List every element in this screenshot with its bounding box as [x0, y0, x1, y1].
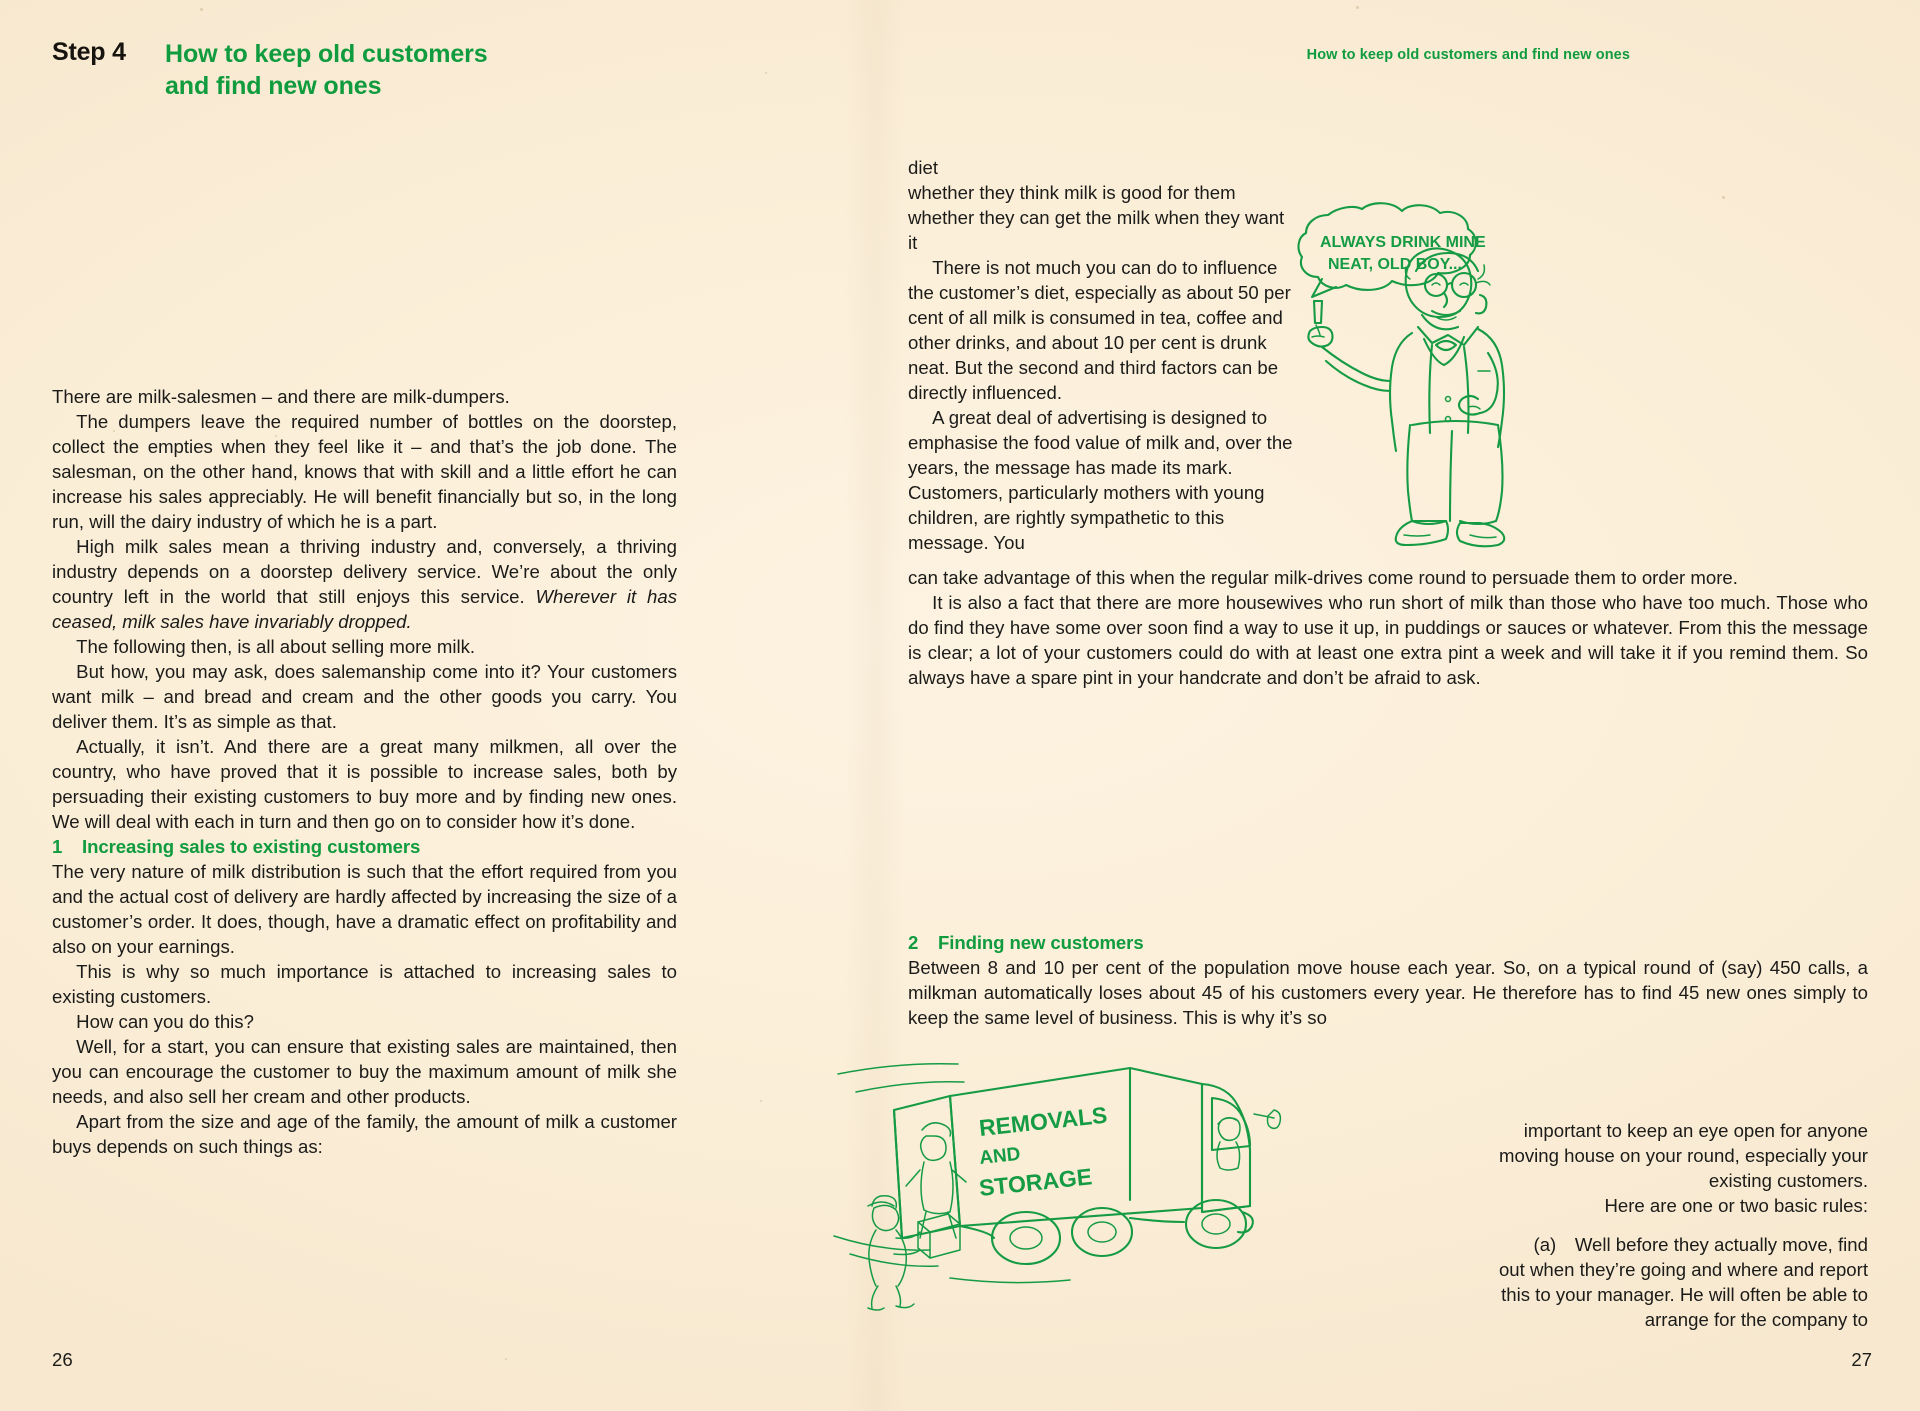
right-column-wide [908, 565, 1868, 690]
paragraph: But how, you may ask, does salemanship come into it? Your customers want milk – and bread and cream and the other goods you carry. You deliver them. It’s as simple as that. [52, 661, 677, 732]
paragraph: This is why so much importance is attached to increasing sales to existing customers. [52, 961, 677, 1007]
section-number: 1 [52, 836, 63, 857]
step-label: Step 4 [52, 38, 126, 66]
running-header: How to keep old customers and find new ones [1306, 47, 1630, 63]
list-item: diet [908, 157, 938, 178]
paragraph: Actually, it isn’t. And there are a great many milkmen, all over the country, who have proved that it is possible to increase sales, both by persuading their existing customers to buy more and by finding new ones. We will deal with each in turn and then go on to consider how it’s done. [52, 736, 677, 832]
list-item: whether they think milk is good for them [908, 182, 1236, 203]
section-heading-2 [908, 930, 1868, 955]
right-column-ragged [1490, 1118, 1868, 1332]
speech-line-1: ALWAYS DRINK MINE [1320, 234, 1486, 251]
page-number-right: 27 [1851, 1349, 1872, 1370]
van-sign-line-2: AND [978, 1143, 1022, 1169]
paragraph-italic: Wherever it has ceased, milk sales have invariably dropped. [52, 586, 678, 632]
paragraph: important to keep an eye open for anyone moving house on your round, especially your existing customers. [1499, 1120, 1868, 1191]
list-item: whether they can get the milk when they want it [908, 207, 1285, 253]
rule-a: (a) Well before they actually move, find out when they’re going and where and report this to your manager. He will often be able to arrange for the company to [1498, 1234, 1868, 1330]
left-column-body [52, 384, 677, 1159]
speech-line-2: NEAT, OLD BOY... [1328, 256, 1462, 273]
chapter-title-line-1: How to keep old customers [165, 40, 488, 68]
paragraph: Well, for a start, you can ensure that existing sales are maintained, then you can encourage the customer to buy the maximum amount of milk she needs, and also sell her cream and other products. [52, 1036, 677, 1107]
paragraph: A great deal of advertising is designed to emphasise the food value of milk and, over the years, the message has made its mark. Customers, particularly mothers with young children, are rightly sympathetic to this message. You [908, 407, 1293, 553]
paragraph: The very nature of milk distribution is such that the effort required from you and the actual cost of delivery are hardly affected by increasing the size of a customer’s order. It does, though, have a dramatic effect on profitability and also on your earnings. [52, 861, 677, 957]
paragraph: Between 8 and 10 per cent of the population move house each year. So, on a typical round of (say) 450 calls, a milkman automatically loses about 45 of his customers every year. He therefore has to find 45 new ones simply to keep the same level of business. This is why it’s so [908, 957, 1868, 1028]
van-sign-line-1: REMOVALS [977, 1101, 1109, 1141]
left-page [0, 0, 860, 1411]
paragraph: There is not much you can do to influence the customer’s diet, especially as about 50 per cent of all milk is consumed in tea, coffee and other drinks, and about 10 per cent is drunk neat. But the second and third factors can be directly influenced. [908, 257, 1291, 403]
right-section-2 [908, 930, 1868, 1030]
paragraph-lead: High milk sales mean a thriving industry and, conversely, a thriving industry depends on a doorstep delivery service. We’re about the only country left in the world that still enjoys this service. [52, 536, 677, 607]
van-sign-line-3: STORAGE [977, 1163, 1094, 1201]
paragraph: The following then, is all about selling more milk. [76, 636, 476, 657]
right-page [860, 0, 1920, 1411]
rules-lead: Here are one or two basic rules: [1604, 1195, 1868, 1216]
paragraph: Apart from the size and age of the family, the amount of milk a customer buys depends on such things as: [52, 1111, 677, 1157]
section-title: Finding new customers [938, 932, 1144, 953]
section-title: Increasing sales to existing customers [82, 836, 421, 857]
paragraph: The dumpers leave the required number of bottles on the doorstep, collect the empties when they feel like it – and that’s the job done. The salesman, on the other hand, knows that with skill and a little effort he can increase his sales appreciably. He will benefit financially but so, in the long run, will the dairy industry of which he is a part. [52, 411, 677, 532]
chapter-title-line-2: and find new ones [165, 72, 382, 100]
section-number: 2 [908, 932, 919, 953]
section-heading-1 [52, 834, 677, 859]
paragraph: can take advantage of this when the regular milk-drives come round to persuade them to order more. [908, 567, 1738, 588]
page-title [165, 38, 725, 102]
paragraph: It is also a fact that there are more housewives who run short of milk than those who have too much. Those who do find they have some over soon find a way to use it up, in puddings or sauces or whatever. From this the message is clear; a lot of your customers could do with at least one extra pint a week and will take it if you remind them. So always have a spare pint in your handcrate and don’t be afraid to ask. [908, 592, 1868, 688]
paragraph-high-milk [52, 534, 677, 634]
paragraph: How can you do this? [76, 1011, 254, 1032]
page-number-left: 26 [52, 1349, 73, 1370]
right-column-narrow [908, 155, 1293, 555]
paragraph: There are milk-salesmen – and there are milk-dumpers. [52, 386, 510, 407]
